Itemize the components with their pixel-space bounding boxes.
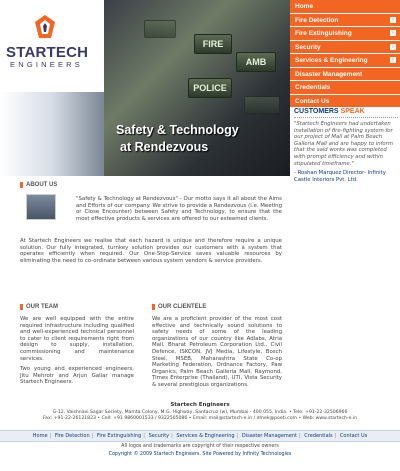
footer-contact-line: Fax: +91-22-26121823 • Cell: +91 9860001533 / 9322505086 • Email: mail@startech-e.in / dmek@poeti.com • Web: www.startech-e.in — [42, 416, 358, 421]
separator: | — [334, 433, 337, 439]
nav-item-services-engineering[interactable] — [290, 54, 400, 68]
nav-item-credentials[interactable] — [290, 81, 400, 95]
footer-company-name: Startech Engineers — [170, 402, 230, 408]
main-nav — [290, 0, 400, 108]
speak-title-accent: SPEAK — [340, 108, 365, 115]
chevron-right-icon: › — [390, 17, 396, 23]
separator: | — [236, 433, 239, 439]
footer-link-security[interactable]: Security — [148, 433, 170, 439]
nav-item-label: Fire Detection — [295, 16, 339, 24]
separator: | — [91, 433, 94, 439]
footer-link-services-engineering[interactable]: Services & Engineering — [176, 433, 235, 439]
logo-text: STARTECH — [6, 44, 89, 61]
about-paragraph-1: "Safety & Technology at Rendezvous" - Our motto says it all about the Aims and Efforts of our company. We strive to provide a Rendezvous (i.e. Meeting or Close Encounter) between Safety and Technology, to ensure that the most effective products & services are offered to our esteemed clients. — [76, 196, 282, 222]
footer-link-fire-extinguishing[interactable]: Fire Extinguishing — [96, 433, 142, 439]
nav-item-security[interactable] — [290, 41, 400, 55]
about-paragraph-2: At Startech Engineers we realise that each hazard is unique and therefore require a unique solution. Our fully integrated, turnkey solution provides our customers with a system that operates efficiently when required. Our One-Stop-Service saves valuable resources by eliminating the need to co-ordinate between various system vendors & service providers. — [20, 238, 282, 264]
nav-item-label: Home — [295, 3, 314, 10]
customers-speak-title — [294, 108, 398, 118]
footer-address — [0, 410, 400, 422]
clientele-paragraph: We are a proficient provider of the most cost effective and technically sound solutions to safety needs of some of the leading organizations of our country like Adlabs, Atria Mall, Bharat Petroleum Corporation Ltd., Civil Defence, ISKCON, JVJ Media, Lifestyle, Bosch Steel, MSEB, Maharashtra State Co-op Marketing Federation, Ordnance Factory, Paw Organics, Palm Beach Galleria Mall, Raymond, Times Enterprise (Thailand), UTI, Vista Security & several prestigious organizations. — [152, 316, 282, 388]
footer-links — [0, 430, 400, 442]
footer-link-contact-us[interactable]: Contact Us — [339, 433, 368, 439]
banner-key-fire: FIRE — [194, 34, 232, 54]
banner-key-police: POLICE — [188, 78, 232, 98]
about-image — [26, 194, 56, 220]
nav-item-label: Disaster Management — [295, 70, 363, 78]
team-paragraph-1: We are well equipped with the entire required infrastructure including qualified and well-experienced technical personnel to cater to client requirements right from design to supply, installation, commissioning and maintenance services. — [20, 316, 134, 362]
chevron-right-icon: › — [390, 44, 396, 50]
nav-item-label: Credentials — [295, 84, 331, 91]
customers-speak — [294, 108, 398, 183]
logo-subtext: ENGINEERS — [10, 60, 83, 69]
hero-title-line-2: at Rendezvous — [120, 140, 209, 154]
nav-item-home[interactable] — [290, 0, 400, 14]
site-header — [0, 0, 400, 183]
separator: | — [143, 433, 145, 439]
nav-item-contact-us[interactable] — [290, 95, 400, 109]
speak-title-main: CUSTOMERS — [294, 108, 339, 115]
nav-item-fire-extinguishing[interactable] — [290, 27, 400, 41]
chevron-right-icon: › — [390, 30, 396, 36]
hero-title — [116, 122, 239, 156]
nav-item-label: Security — [295, 43, 321, 51]
separator: | — [49, 433, 52, 439]
banner-fade — [0, 92, 104, 176]
nav-item-label: Fire Extinguishing — [295, 30, 352, 37]
nav-item-disaster-management[interactable] — [290, 68, 400, 82]
banner-key-blank — [144, 20, 176, 38]
testimonial-text: "Startech Engineers had undertaken installation of fire-fighting system for our project of Mall at Palm Beach Galleria Mall and are happy to inform that the said works was completed with prompt efficiency and within stipulated timeframe." — [294, 121, 394, 167]
banner-key-amb: AMB — [236, 52, 276, 72]
nav-item-label: Contact Us — [295, 97, 330, 105]
footer-link-disaster-management[interactable]: Disaster Management — [241, 433, 297, 439]
about-us-heading: ABOUT US — [20, 182, 57, 188]
footer-link-credentials[interactable]: Credentials — [304, 433, 333, 439]
our-team-heading: OUR TEAM — [20, 304, 58, 310]
hero-title-line-1: Safety & Technology — [116, 123, 239, 137]
logo-icon — [34, 14, 56, 40]
logo[interactable] — [0, 0, 104, 92]
team-paragraph-2: Two young and experienced engineers, Jitu Mehrotr and Arjun Gallar manage Startech Engineers. — [20, 366, 134, 386]
separator: | — [171, 433, 173, 439]
nav-item-fire-detection[interactable] — [290, 14, 400, 28]
footer-link-fire-detection[interactable]: Fire Detection — [54, 433, 90, 439]
footer-trademark-note: All logos and trademarks are copyright of their respective owners — [121, 444, 279, 449]
separator: | — [299, 433, 301, 439]
banner-key-blank — [244, 96, 280, 114]
our-clientele-heading: OUR CLIENTELE — [152, 304, 206, 310]
testimonial-author: - Roshan Marquez Director- Infinity Castle Interiors Pvt. Ltd. — [294, 170, 386, 183]
footer-link-home[interactable]: Home — [32, 433, 48, 439]
chevron-right-icon: › — [390, 57, 396, 63]
footer-copyright[interactable]: Copyright © 2009 Startech Engineers. Site Powered by Infinity Technologies — [108, 452, 292, 457]
footer-address-line: G-12, Vaishnavi Sagar Society, Mamta Colony, M.G. Highway, Santacruz (w), Mumbai - 400 055, India. • Tele: +91-22-32506966 — [52, 410, 348, 415]
nav-item-label: Services & Engineering — [295, 57, 368, 64]
